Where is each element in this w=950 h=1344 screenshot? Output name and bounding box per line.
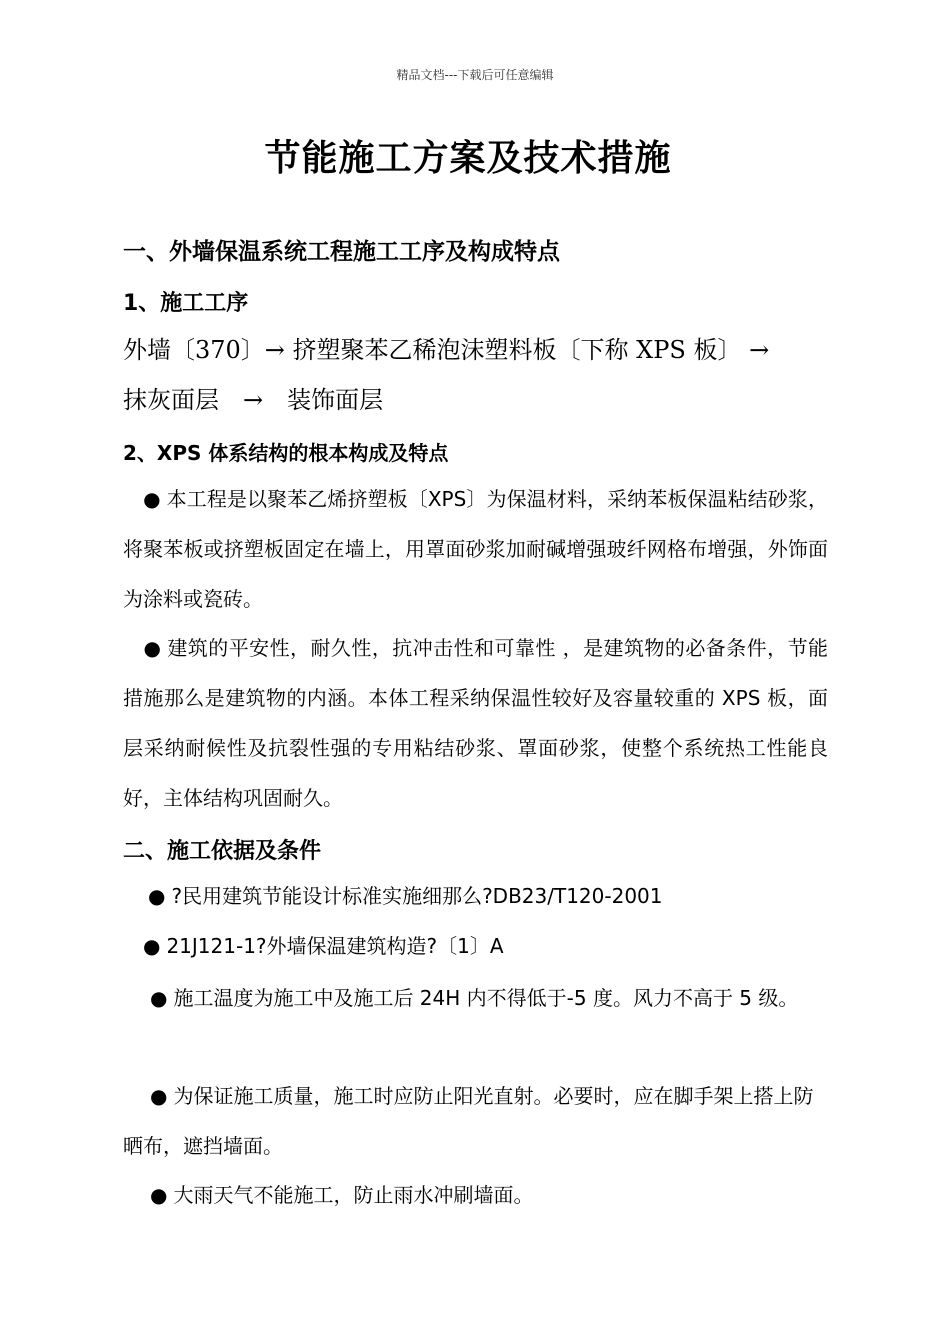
- bullet-icon: ●: [143, 934, 161, 958]
- sequence-line-1: 外墙〔370〕→ 挤塑聚苯乙稀泡沫塑料板〔下称 XPS 板〕 →: [123, 336, 770, 364]
- bullet-item-4: [123, 1071, 828, 1171]
- subsection-1-heading: 1、施工工序: [123, 291, 249, 316]
- paragraph-text: 建筑的平安性，耐久性，抗冲击性和可靠性 ，是建筑物的必备条件，节能措施那么是建筑物的内涵。本体工程采纳保温性较好及容量较重的 XPS 板，面层采纳耐候性及抗裂性强的专用粘结砂浆、罩面砂浆，使整个系统热工性能良好，主体结构巩固耐久。: [123, 636, 829, 810]
- section-1-heading: 一、外墙保温系统工程施工工序及构成特点: [123, 239, 560, 265]
- bullet-icon: ●: [150, 1084, 168, 1108]
- bullet-icon: ●: [150, 986, 168, 1010]
- document-title: 节能施工方案及技术措施: [264, 138, 672, 179]
- subsection-2-heading: 2、XPS 体系结构的根本构成及特点: [123, 441, 449, 465]
- bullet-text: 为保证施工质量，施工时应防止阳光直射。必要时，应在脚手架上搭上防晒布，遮挡墙面。: [123, 1084, 814, 1158]
- paragraph-text: 本工程是以聚苯乙烯挤塑板〔XPS〕为保温材料，采纳苯板保温粘结砂浆，将聚苯板或挤塑板固定在墙上，用罩面砂浆加耐碱增强玻纤网格布增强，外饰面为涂料或瓷砖。: [123, 487, 828, 611]
- bullet-text: 施工温度为施工中及施工后 24H 内不得低于-5 度。风力不高于 5 级。: [173, 986, 799, 1010]
- paragraph-xps-material: [123, 474, 828, 624]
- bullet-icon: ●: [143, 636, 162, 660]
- construction-sequence: [123, 325, 830, 425]
- bullet-text: 大雨天气不能施工，防止雨水冲刷墙面。: [173, 1183, 534, 1207]
- bullet-item-2: [123, 921, 828, 971]
- bullet-icon: ●: [150, 1183, 168, 1207]
- bullet-icon: ●: [148, 884, 166, 908]
- bullet-item-3: [123, 973, 828, 1023]
- bullet-text: 21J121-1?外墙保温建筑构造?〔1〕A: [166, 934, 504, 958]
- section-2-heading: 二、施工依据及条件: [123, 839, 322, 864]
- bullet-text: ?民用建筑节能设计标准实施细那么?DB23/T120-2001: [171, 884, 663, 908]
- bullet-item-5: [123, 1170, 828, 1220]
- paragraph-building-safety: [123, 623, 828, 823]
- bullet-item-1: [123, 871, 828, 921]
- sequence-line-2: 抹灰面层 → 装饰面层: [123, 386, 384, 414]
- header-note: 精品文档---下载后可任意编辑: [396, 68, 554, 82]
- bullet-icon: ●: [143, 487, 161, 511]
